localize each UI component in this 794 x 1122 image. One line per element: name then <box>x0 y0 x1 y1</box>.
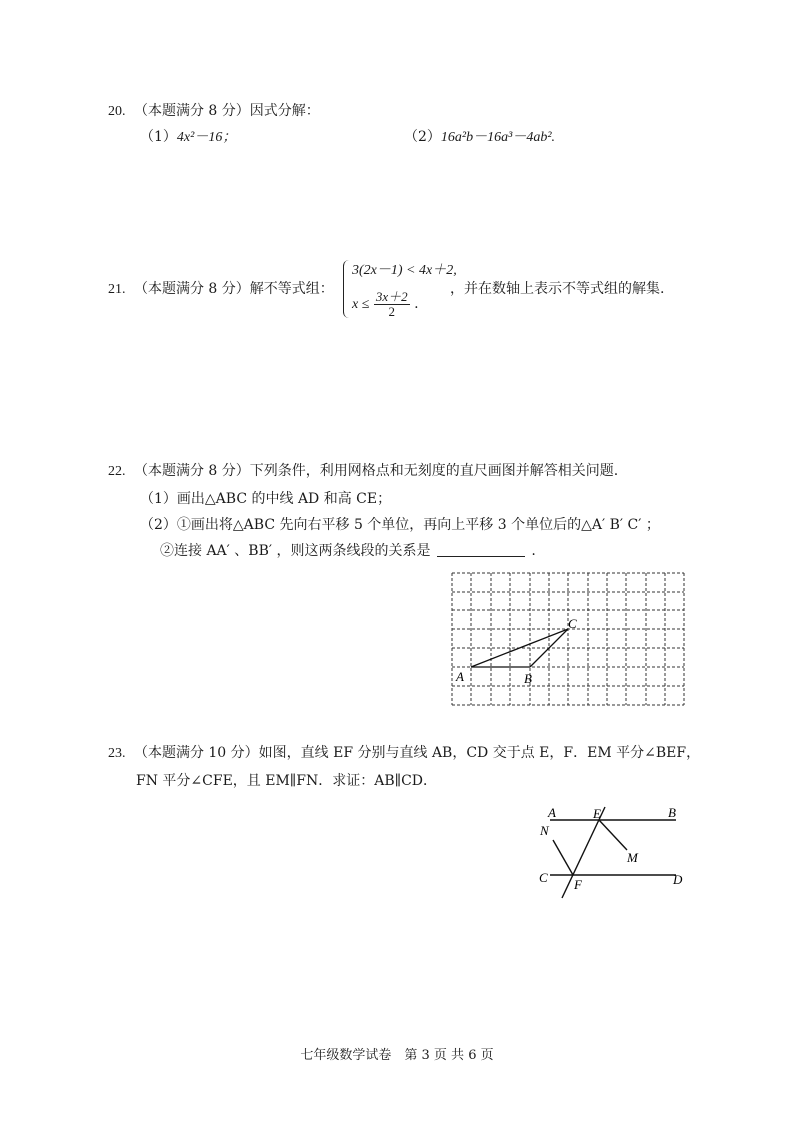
label-a: A <box>548 805 556 820</box>
label-e: E <box>593 806 601 821</box>
q22-part1: （1）画出△ABC 的中线 AD 和高 CE； <box>140 491 392 507</box>
q23-number: 23. <box>108 746 126 761</box>
q20-part1 <box>140 128 236 147</box>
q22-number: 22. <box>108 464 126 479</box>
q21-header <box>108 280 334 299</box>
q20-number: 20. <box>108 104 126 119</box>
q23-line1-text: （本题满分 10 分）如图，直线 EF 分别与直线 AB，CD 交于点 E，F．EM 平分∠BEF， <box>133 745 701 761</box>
point-c-label: C <box>568 616 577 631</box>
point-a-label: A <box>456 669 464 684</box>
q20-part2 <box>404 128 555 147</box>
q20-part1-label: （1） <box>140 129 177 145</box>
label-d: D <box>673 872 683 887</box>
label-n: N <box>540 823 549 838</box>
q23-line2: FN 平分∠CFE，且 EM∥FN．求证：AB∥CD． <box>136 773 438 789</box>
q22-part2b-post: . <box>531 543 536 559</box>
q21-fraction-denominator: 2 <box>388 303 395 319</box>
label-f: F <box>574 877 582 892</box>
q22-grid-figure <box>450 570 686 708</box>
q23-geometry-figure <box>530 800 690 905</box>
ray-em <box>599 820 627 850</box>
label-b: B <box>668 805 676 820</box>
q22-header-text: （本题满分 8 分）下列条件，利用网格点和无刻度的直尺画图并解答相关问题. <box>133 463 619 479</box>
ray-fn <box>553 840 573 875</box>
q20-part2-expr: 16a²b－16a³－4ab². <box>440 130 556 145</box>
q21-fraction-numerator: 3x＋2 <box>375 288 408 304</box>
q21-header-text: （本题满分 8 分）解不等式组： <box>133 281 334 297</box>
q20-part2-label: （2） <box>404 129 441 145</box>
q21-inequality-2 <box>352 288 419 321</box>
page-footer: 七年级数学试卷 第 3 页 共 6 页 <box>300 1048 494 1063</box>
q21-tail: ，并在数轴上表示不等式组的解集. <box>450 281 665 297</box>
label-m: M <box>627 850 638 865</box>
q22-part2b-pre: ②连接 AA′ 、BB′ ，则这两条线段的关系是 <box>160 543 431 559</box>
grid-lines <box>452 573 684 705</box>
answer-blank[interactable] <box>437 542 525 557</box>
q23-line1 <box>108 744 700 763</box>
label-c: C <box>539 870 548 885</box>
q22-part2a: （2）①画出将△ABC 先向右平移 5 个单位，再向上平移 3 个单位后的△A′ B′ C′ ； <box>140 517 660 533</box>
q21-ineq2-left: x ≤ <box>352 297 370 312</box>
q21-brace <box>343 260 350 318</box>
q22-part2b <box>160 542 536 560</box>
q20-part1-expr: 4x²－16； <box>176 130 237 145</box>
q21-ineq2-end: . <box>414 296 419 312</box>
q21-inequality-1: 3(2x－1) < 4x＋2, <box>352 263 457 278</box>
q20-header <box>108 102 320 121</box>
q21-number: 21. <box>108 282 126 297</box>
q22-header <box>108 462 618 481</box>
point-b-label: B <box>524 671 532 686</box>
q21-fraction <box>374 290 410 319</box>
q20-header-text: （本题满分 8 分）因式分解： <box>133 103 320 119</box>
